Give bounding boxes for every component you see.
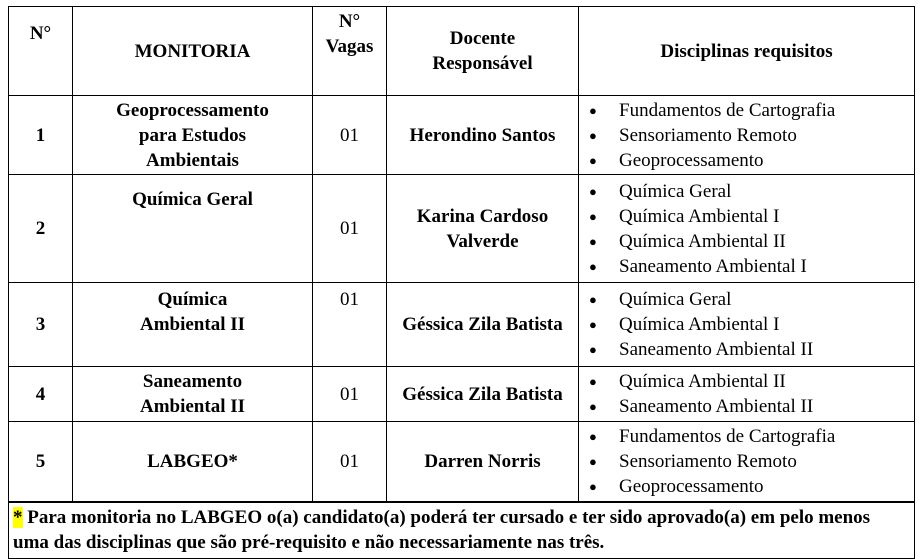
list-item: ● Química Geral — [619, 287, 914, 312]
docente-name-line: Darren Norris — [424, 451, 541, 472]
header-docente-line2: Responsável — [432, 53, 533, 74]
monitoria-cell — [73, 175, 313, 283]
disciplinas-list — [579, 369, 914, 419]
list-item: ● Fundamentos de Cartografia — [619, 98, 914, 123]
header-docente-line1: Docente — [449, 28, 516, 49]
header-vagas-line1: N° — [338, 11, 361, 32]
monitoria-table-container — [8, 6, 915, 559]
monitoria-name-line: Ambiental II — [139, 396, 246, 417]
vagas-cell: 01 — [313, 367, 387, 422]
docente-name-line: Valverde — [446, 230, 519, 252]
disciplinas-cell — [579, 96, 915, 175]
list-item: ● Saneamento Ambiental II — [619, 337, 914, 362]
header-docente — [387, 7, 579, 96]
vagas-cell: 01 — [313, 283, 387, 367]
monitoria-name-line: Química — [157, 289, 228, 310]
row-number: 3 — [9, 283, 73, 367]
disciplinas-list — [579, 98, 914, 173]
list-item: ● Geoprocessamento — [619, 148, 914, 173]
monitoria-name-line: LABGEO* — [147, 451, 238, 472]
monitoria-cell — [73, 422, 313, 502]
list-item: ● Saneamento Ambiental II — [619, 394, 914, 419]
row-number: 2 — [9, 175, 73, 283]
monitoria-name-line: para Estudos — [138, 124, 247, 146]
monitoria-name-line: Química Geral — [132, 189, 253, 210]
list-item: ● Química Ambiental I — [619, 204, 914, 229]
docente-cell — [387, 367, 579, 422]
docente-cell — [387, 175, 579, 283]
header-monitoria: MONITORIA — [73, 7, 313, 96]
header-vagas-line2: Vagas — [325, 36, 374, 57]
footnote-text: Para monitoria no LABGEO o(a) candidato(a) poderá ter cursado e ter sido aprovado(a) em pelo menos uma das disciplinas que são pré-requisito e não necessariamente nas três. — [13, 507, 871, 553]
monitoria-name-line: Ambientais — [146, 149, 239, 171]
list-item: ● Química Ambiental II — [619, 229, 914, 254]
list-item: ● Sensoriamento Remoto — [619, 123, 914, 148]
list-item: ● Química Ambiental II — [619, 369, 914, 394]
docente-cell — [387, 96, 579, 175]
disciplinas-list — [579, 424, 914, 499]
disciplinas-cell — [579, 367, 915, 422]
table-row — [9, 422, 915, 502]
footnote — [8, 502, 915, 559]
monitoria-name-line: Saneamento — [142, 371, 243, 392]
disciplinas-list — [579, 179, 914, 279]
disciplinas-cell — [579, 422, 915, 502]
docente-name-line: Géssica Zila Batista — [402, 383, 563, 405]
header-no: N° — [9, 7, 73, 96]
docente-name-line: Herondino Santos — [409, 124, 556, 146]
vagas-cell: 01 — [313, 422, 387, 502]
table-row — [9, 175, 915, 283]
list-item: ● Saneamento Ambiental I — [619, 254, 914, 279]
list-item: ● Fundamentos de Cartografia — [619, 424, 914, 449]
table-row — [9, 367, 915, 422]
vagas-cell: 01 — [313, 175, 387, 283]
docente-cell — [387, 422, 579, 502]
vagas-cell: 01 — [313, 96, 387, 175]
monitoria-cell — [73, 283, 313, 367]
list-item: ● Química Geral — [619, 179, 914, 204]
row-number: 1 — [9, 96, 73, 175]
header-vagas — [313, 7, 387, 96]
list-item: ● Geoprocessamento — [619, 474, 914, 499]
monitoria-table — [8, 6, 915, 502]
table-header-row — [9, 7, 915, 96]
list-item: ● Sensoriamento Remoto — [619, 449, 914, 474]
row-number: 4 — [9, 367, 73, 422]
docente-cell — [387, 283, 579, 367]
monitoria-name-line: Ambiental II — [139, 314, 246, 335]
disciplinas-list — [579, 287, 914, 362]
disciplinas-cell — [579, 175, 915, 283]
header-disciplinas: Disciplinas requisitos — [579, 7, 915, 96]
monitoria-cell — [73, 367, 313, 422]
monitoria-cell — [73, 96, 313, 175]
table-row — [9, 283, 915, 367]
docente-name-line: Karina Cardoso — [416, 205, 549, 227]
disciplinas-cell — [579, 283, 915, 367]
table-row — [9, 96, 915, 175]
monitoria-name-line: Geoprocessamento — [116, 99, 269, 121]
footnote-marker: * — [13, 507, 23, 528]
list-item: ● Química Ambiental I — [619, 312, 914, 337]
docente-name-line: Géssica Zila Batista — [402, 314, 563, 335]
row-number: 5 — [9, 422, 73, 502]
